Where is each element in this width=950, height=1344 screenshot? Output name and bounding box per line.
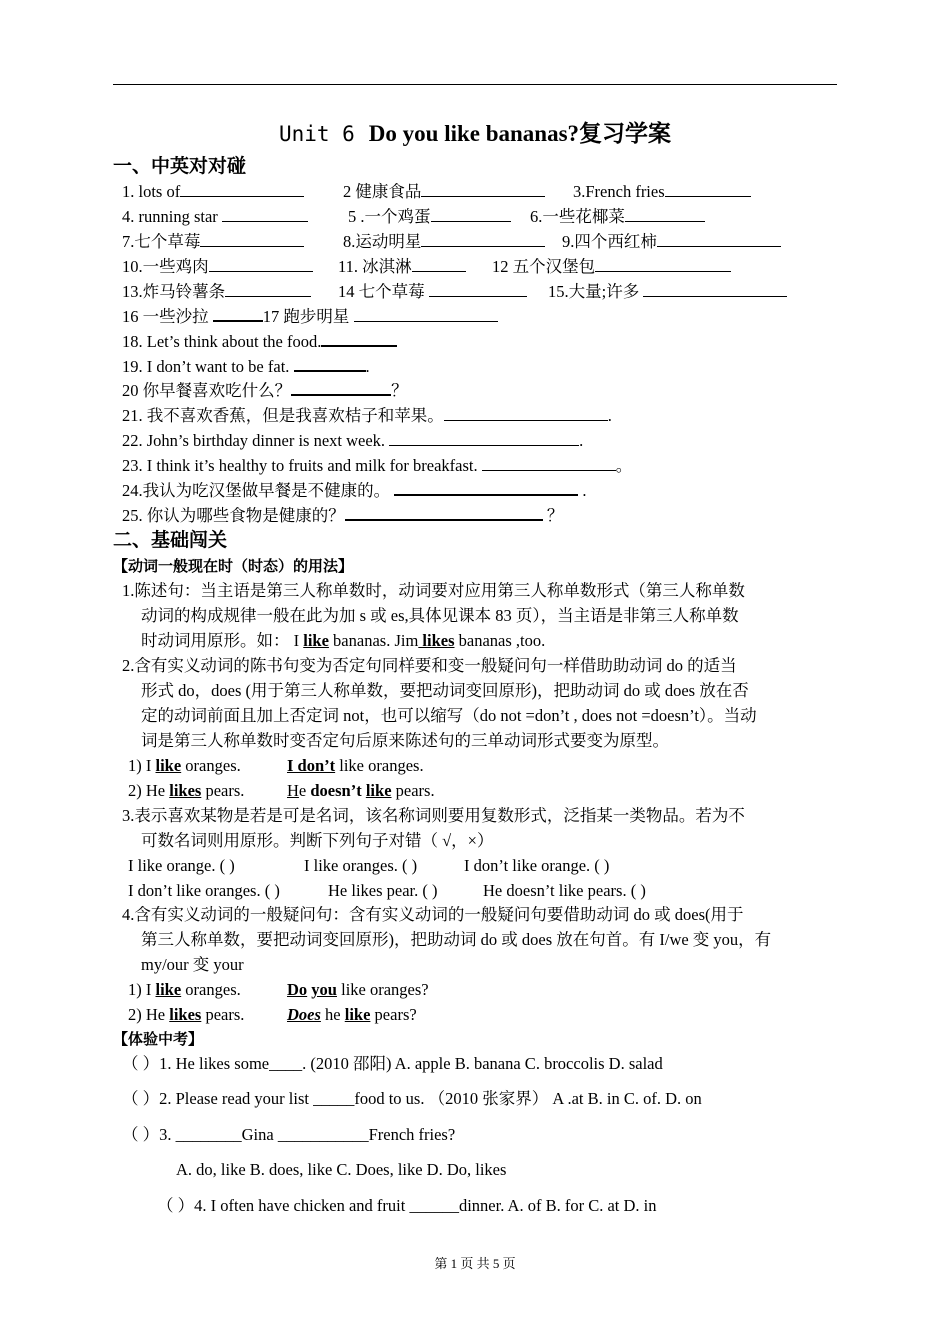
rule-3-line-1: 3.表示喜欢某物是若是可是名词，该名称词则要用复数形式，泛指某一类物品。若为不	[122, 806, 745, 825]
item-16-17: 16 一些沙拉 17 跑步明星	[122, 306, 498, 328]
item-2: 2 健康食品	[343, 181, 545, 203]
rule-4-line-2: 第三人称单数，要把动词变回原形)，把助动词 do 或 does 放在句首。有 I/we 变 you，有	[141, 930, 772, 949]
section-heading-2: 二、基础闯关	[113, 529, 228, 551]
item-3: 3.French fries	[573, 181, 751, 203]
rule-2-line-2: 形式 do，does (用于第三人称单数，要把动词变回原形)，把助动词 do 或 does 放在否	[141, 681, 749, 700]
rule-1-line-1: 1.陈述句：当主语是第三人称单数时，动词要对应用第三人称单数形式（第三人称单数	[122, 581, 745, 600]
rule-1-line-3: 时动词用原形。如： I like bananas. Jim likes bananas ,too.	[141, 631, 546, 650]
item-1: 1. lots of	[122, 181, 304, 203]
judge-1b: I like oranges. ( )	[304, 856, 418, 875]
item-13: 13.炸马铃薯条	[122, 281, 311, 303]
section-heading-1: 一、中英对对碰	[113, 155, 247, 177]
item-11: 11. 冰淇淋	[338, 256, 466, 278]
example-4-question: Does he like pears?	[287, 1005, 417, 1024]
rule-2-line-1: 2.含有实义动词的陈书句变为否定句同样要和变一般疑问句一样借助助动词 do 的适当	[122, 656, 737, 675]
item-4: 4. running star	[122, 206, 308, 228]
example-3-question: Do you like oranges?	[287, 980, 429, 999]
item-25: 25. 你认为哪些食物是健康的？ ？	[122, 506, 564, 525]
item-10: 10.一些鸡肉	[122, 256, 313, 278]
example-4: 2) He likes pears.	[128, 1005, 245, 1024]
item-12: 12 五个汉堡包	[492, 256, 731, 278]
exam-question-3: （ ）3. ________Gina ___________French fries?	[122, 1125, 456, 1144]
item-7: 7.七个草莓	[122, 231, 304, 253]
example-2-negative: He doesn’t like pears.	[287, 781, 435, 800]
exam-question-1: （ ）1. He likes some____. (2010 邵阳) A. apple B. banana C. broccolis D. salad	[122, 1054, 663, 1073]
item-20: 20 你早餐喜欢吃什么？ ？	[122, 381, 408, 400]
page-title: Unit 6 Do you like bananas?复习学案	[278, 121, 672, 146]
rule-2-line-3: 定的动词前面且加上否定词 not，也可以缩写（do not =don’t , does not =doesn’t）。当动	[141, 706, 757, 725]
grammar-subheading: 【动词一般现在时（时态）的用法】	[113, 557, 354, 575]
item-21: 21. 我不喜欢香蕉，但是我喜欢桔子和苹果。 .	[122, 406, 612, 425]
judge-1c: I don’t like orange. ( )	[464, 856, 610, 875]
rule-3-line-2: 可数名词则用原形。判断下列句子对错（ √，×）	[141, 831, 494, 850]
rule-4-line-3: my/our 变 your	[141, 955, 244, 974]
example-3: 1) I like oranges.	[128, 980, 241, 999]
judge-2b: He likes pear. ( )	[328, 881, 438, 900]
header-rule	[113, 84, 837, 85]
item-24: 24.我认为吃汉堡做早餐是不健康的。 .	[122, 481, 587, 500]
page-footer: 第 1 页 共 5 页	[434, 1256, 516, 1271]
exam-question-4: （ ）4. I often have chicken and fruit ______dinner. A. of B. for C. at D. in	[157, 1196, 657, 1215]
judge-2c: He doesn’t like pears. ( )	[483, 881, 646, 900]
rule-1-line-2: 动词的构成规律一般在此为加 s 或 es,具体见课本 83 页），当主语是非第三人称单数	[141, 606, 739, 625]
item-23: 23. I think it’s healthy to fruits and milk for breakfast. 。	[122, 456, 633, 475]
item-19: 19. I don’t want to be fat. .	[122, 357, 370, 376]
exam-question-3-options: A. do, like B. does, like C. Does, like D. Do, likes	[176, 1160, 507, 1179]
item-15: 15.大量;许多	[548, 281, 787, 303]
exam-question-2: （ ）2. Please read your list _____food to us. （2010 张家界） A .at B. in C. of. D. on	[122, 1089, 702, 1108]
exam-practice-heading: 【体验中考】	[113, 1030, 204, 1048]
judge-1a: I like orange. ( )	[128, 856, 235, 875]
example-2: 2) He likes pears.	[128, 781, 245, 800]
rule-2-line-4: 词是第三人称单数时变否定句后原来陈述句的三单动词形式要变为原型。	[141, 731, 669, 750]
item-18: 18. Let’s think about the food.	[122, 331, 397, 353]
example-1-negative: I don’t like oranges.	[287, 756, 424, 775]
example-1: 1) I like oranges.	[128, 756, 241, 775]
item-9: 9.四个西红柿	[562, 231, 781, 253]
item-14: 14 七个草莓	[338, 281, 527, 303]
item-6: 6.一些花椰菜	[530, 206, 705, 228]
item-22: 22. John’s birthday dinner is next week. .	[122, 431, 584, 450]
rule-4-line-1: 4.含有实义动词的一般疑问句：含有实义动词的一般疑问句要借助动词 do 或 does(用于	[122, 905, 744, 924]
item-8: 8.运动明星	[343, 231, 545, 253]
item-5: 5 .一个鸡蛋	[348, 206, 511, 228]
judge-2a: I don’t like oranges. ( )	[128, 881, 280, 900]
